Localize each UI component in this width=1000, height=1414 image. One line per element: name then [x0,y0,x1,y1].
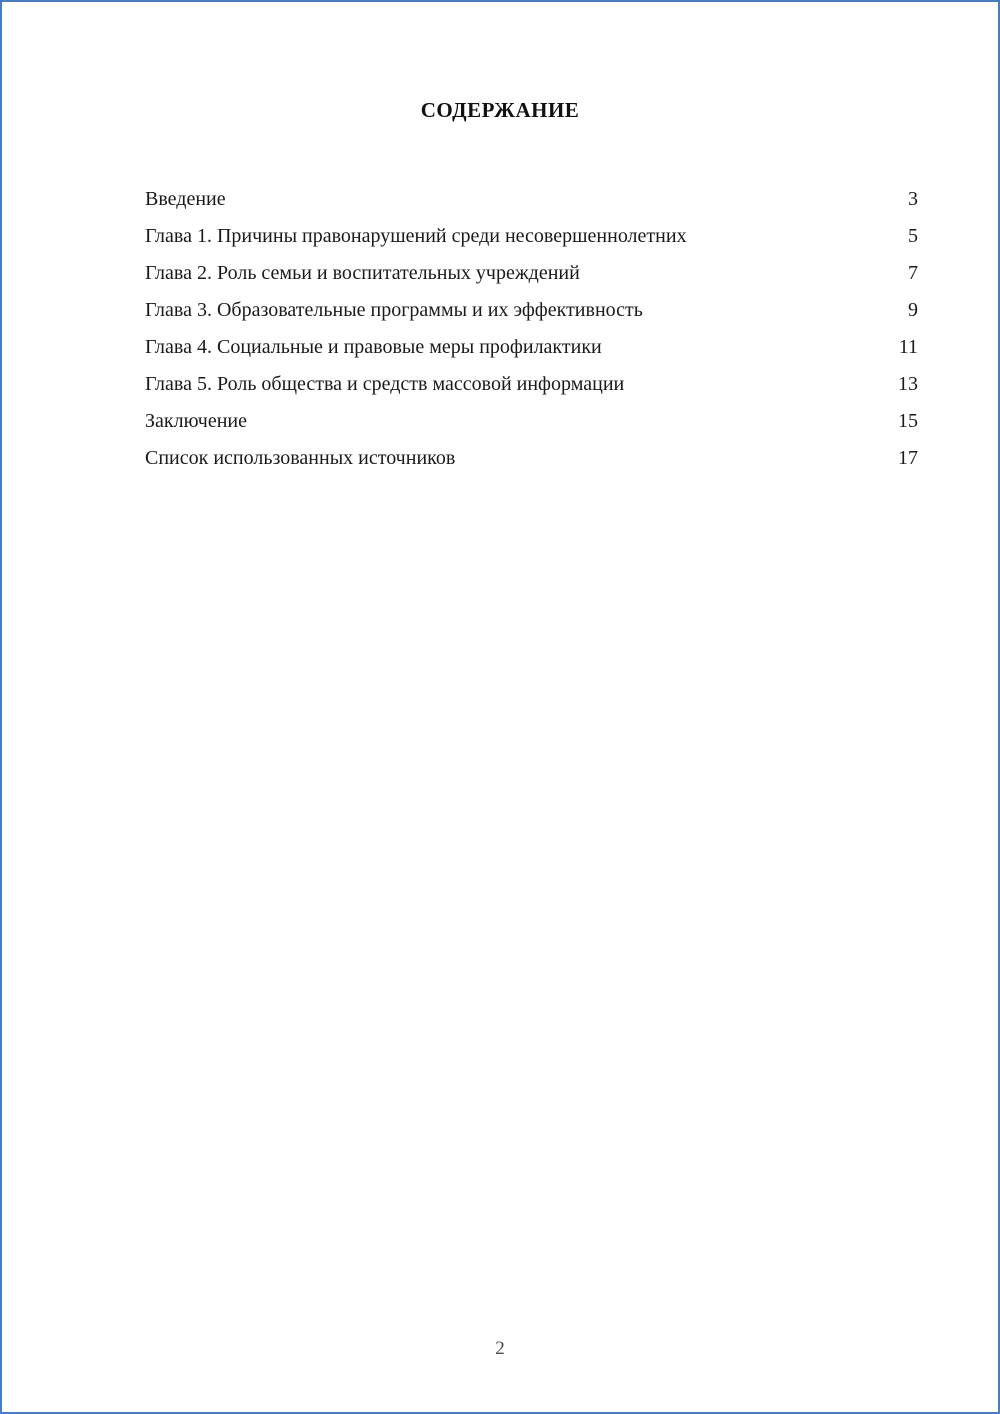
toc-entry-references [145,440,918,477]
toc-entry-label: Глава 5. Роль общества и средств массовой информации [145,373,625,395]
toc-entry-chapter-3 [145,292,918,329]
toc-entry-label: Глава 4. Социальные и правовые меры профилактики [145,336,602,358]
toc-entry-label: Глава 1. Причины правонарушений среди несовершеннолетних [145,225,687,247]
toc-entry-page-number: 11 [898,336,918,358]
toc-entry-introduction [145,181,918,218]
toc-entry-label: Заключение [145,410,247,432]
toc-entry-label: Список использованных источников [145,447,456,469]
toc-entry-label: Глава 3. Образовательные программы и их эффективность [145,299,643,321]
toc-entry-label: Введение [145,188,226,210]
toc-entry-page-number: 13 [898,373,918,395]
toc-entry-conclusion [145,403,918,440]
toc-entry-label: Глава 2. Роль семьи и воспитательных учреждений [145,262,580,284]
toc-entry-chapter-5 [145,366,918,403]
toc-entry-chapter-1 [145,218,918,255]
toc-entry-page-number: 3 [908,188,918,210]
toc-entry-page-number: 5 [908,225,918,247]
table-of-contents [145,181,918,477]
footer-page-number: 2 [495,1338,505,1359]
toc-entry-page-number: 17 [898,447,918,469]
toc-entry-chapter-2 [145,255,918,292]
toc-entry-page-number: 9 [908,299,918,321]
toc-entry-page-number: 15 [898,410,918,432]
toc-entry-page-number: 7 [908,262,918,284]
toc-entry-chapter-4 [145,329,918,366]
page-title: СОДЕРЖАНИЕ [420,98,580,122]
